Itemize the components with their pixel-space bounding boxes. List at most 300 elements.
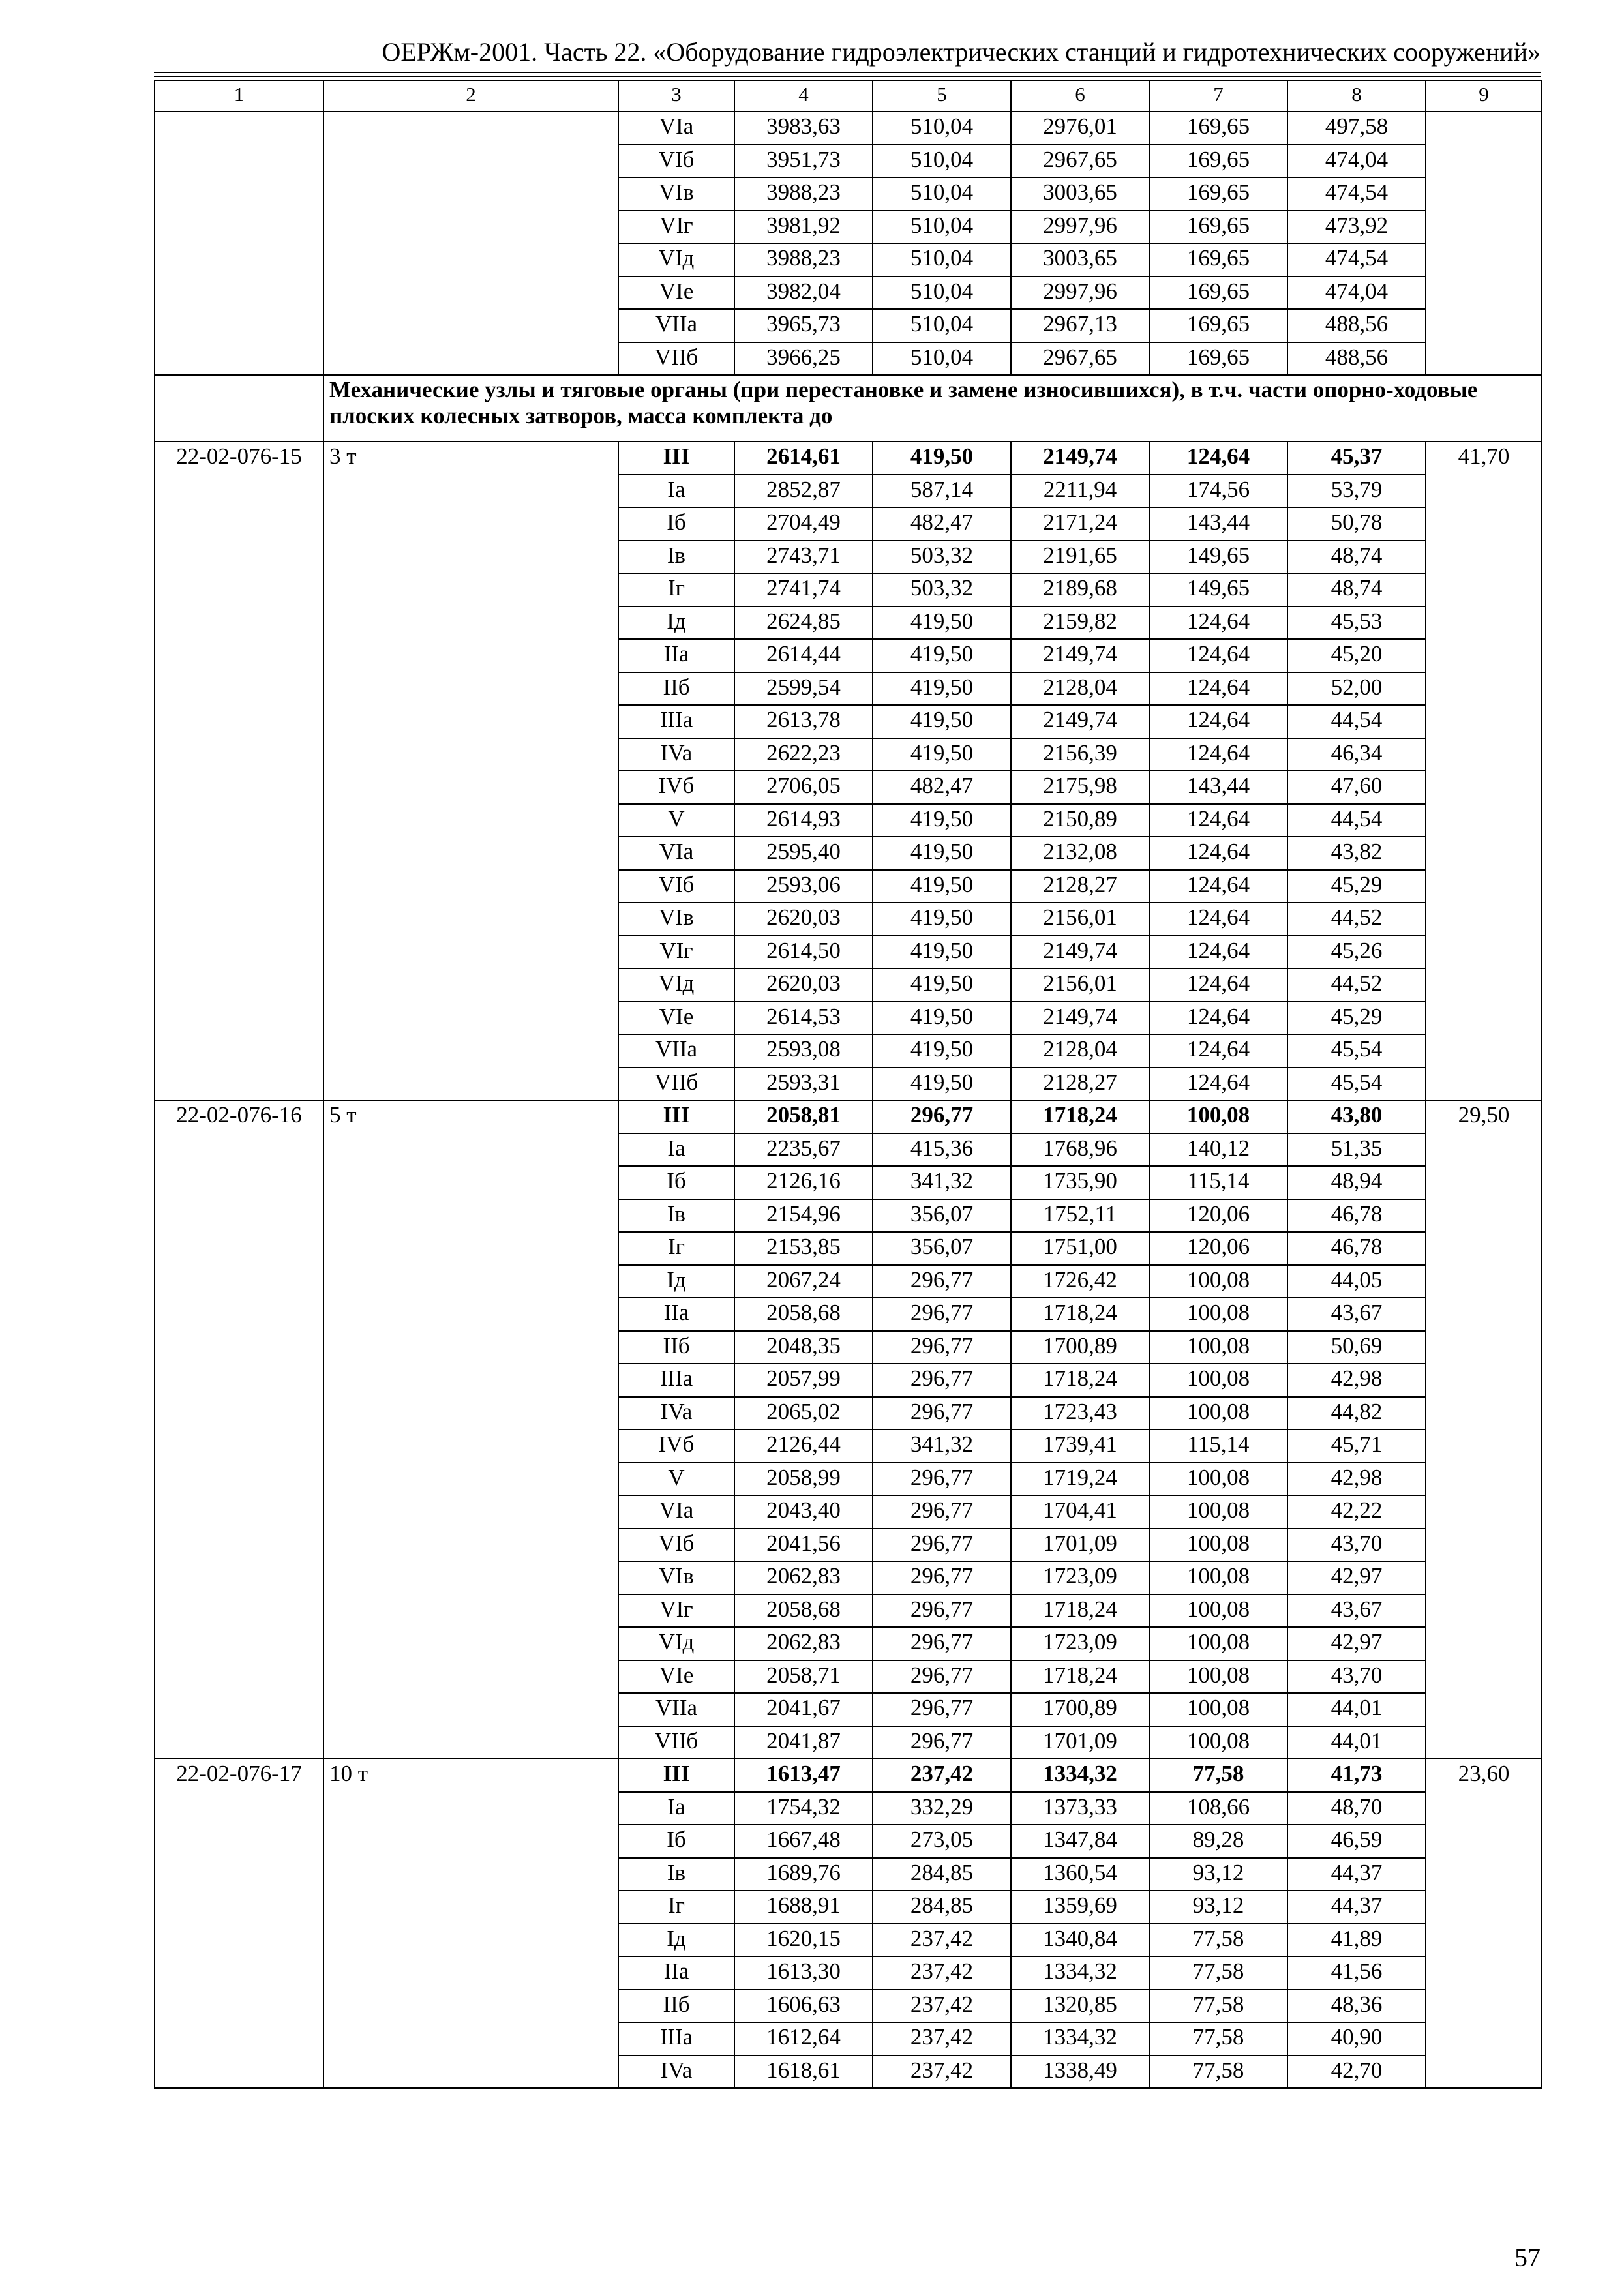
value-cell: 124,64	[1149, 903, 1287, 936]
variant-cell: VIa	[618, 1495, 734, 1529]
value-cell: 48,36	[1287, 1990, 1426, 2023]
value-cell: 1723,43	[1011, 1397, 1149, 1430]
value-cell: 2593,31	[734, 1068, 873, 1101]
variant-cell: VIд	[618, 243, 734, 277]
table-row	[155, 1759, 1542, 1792]
value-cell: 419,50	[873, 936, 1011, 969]
value-cell: 48,94	[1287, 1166, 1426, 1199]
value-cell: 124,64	[1149, 837, 1287, 870]
value-cell: 169,65	[1149, 177, 1287, 211]
value-cell: 48,74	[1287, 541, 1426, 574]
value-cell: 2704,49	[734, 507, 873, 541]
value-cell: 2743,71	[734, 541, 873, 574]
variant-cell: Iб	[618, 507, 734, 541]
value-cell: 108,66	[1149, 1792, 1287, 1825]
value-cell: 41,89	[1287, 1924, 1426, 1957]
value-cell: 169,65	[1149, 211, 1287, 244]
value-cell: 2175,98	[1011, 771, 1149, 804]
variant-cell: Iд	[618, 1265, 734, 1298]
value-cell: 419,50	[873, 968, 1011, 1002]
value-cell: 124,64	[1149, 1034, 1287, 1068]
value-cell: 42,22	[1287, 1495, 1426, 1529]
variant-cell: Iг	[618, 1232, 734, 1265]
value-cell: 77,58	[1149, 1956, 1287, 1990]
value-cell: 93,12	[1149, 1891, 1287, 1924]
value-cell: 237,42	[873, 2022, 1011, 2056]
table-row	[155, 441, 1542, 475]
value-cell: 296,77	[873, 1100, 1011, 1133]
value-cell: 2614,50	[734, 936, 873, 969]
value-cell: 40,90	[1287, 2022, 1426, 2056]
value-cell: 45,37	[1287, 441, 1426, 475]
value-cell: 419,50	[873, 1002, 1011, 1035]
variant-cell: IVб	[618, 1429, 734, 1463]
value-cell: 169,65	[1149, 342, 1287, 376]
value-cell: 3982,04	[734, 277, 873, 310]
value-cell: 169,65	[1149, 112, 1287, 145]
variant-cell: IVa	[618, 1397, 734, 1430]
value-cell: 419,50	[873, 705, 1011, 738]
col9-cell	[1426, 112, 1542, 375]
value-cell: 100,08	[1149, 1594, 1287, 1628]
value-cell: 356,07	[873, 1232, 1011, 1265]
value-cell: 2041,87	[734, 1726, 873, 1759]
value-cell: 419,50	[873, 639, 1011, 672]
variant-cell: IIб	[618, 672, 734, 706]
value-cell: 93,12	[1149, 1858, 1287, 1891]
value-cell: 2149,74	[1011, 705, 1149, 738]
value-cell: 510,04	[873, 211, 1011, 244]
variant-cell: IIIa	[618, 705, 734, 738]
value-cell: 1620,15	[734, 1924, 873, 1957]
value-cell: 296,77	[873, 1331, 1011, 1364]
value-cell: 1613,30	[734, 1956, 873, 1990]
value-cell: 2058,68	[734, 1594, 873, 1628]
variant-cell: VIд	[618, 1627, 734, 1660]
value-cell: 2149,74	[1011, 936, 1149, 969]
value-cell: 124,64	[1149, 672, 1287, 706]
value-cell: 124,64	[1149, 639, 1287, 672]
value-cell: 2128,04	[1011, 672, 1149, 706]
value-cell: 1726,42	[1011, 1265, 1149, 1298]
value-cell: 2620,03	[734, 968, 873, 1002]
value-cell: 296,77	[873, 1495, 1011, 1529]
column-number: 4	[734, 80, 873, 112]
value-cell: 2058,99	[734, 1463, 873, 1496]
value-cell: 120,06	[1149, 1199, 1287, 1233]
value-cell: 1612,64	[734, 2022, 873, 2056]
value-cell: 1723,09	[1011, 1561, 1149, 1594]
variant-cell: VIд	[618, 968, 734, 1002]
value-cell: 1752,11	[1011, 1199, 1149, 1233]
variant-cell: VIe	[618, 277, 734, 310]
value-cell: 587,14	[873, 475, 1011, 508]
variant-cell: VIIб	[618, 1726, 734, 1759]
value-cell: 2156,39	[1011, 738, 1149, 771]
value-cell: 1718,24	[1011, 1100, 1149, 1133]
mass-cell: 3 т	[323, 441, 618, 1100]
value-cell: 77,58	[1149, 2022, 1287, 2056]
value-cell: 1334,32	[1011, 1759, 1149, 1792]
value-cell: 51,35	[1287, 1133, 1426, 1167]
value-cell: 43,80	[1287, 1100, 1426, 1133]
value-cell: 2048,35	[734, 1331, 873, 1364]
value-cell: 1359,69	[1011, 1891, 1149, 1924]
value-cell: 2132,08	[1011, 837, 1149, 870]
variant-cell: Ia	[618, 1792, 734, 1825]
value-cell: 1719,24	[1011, 1463, 1149, 1496]
value-cell: 1701,09	[1011, 1726, 1149, 1759]
value-cell: 3966,25	[734, 342, 873, 376]
value-cell: 2599,54	[734, 672, 873, 706]
value-cell: 44,01	[1287, 1693, 1426, 1726]
value-cell: 497,58	[1287, 112, 1426, 145]
value-cell: 2149,74	[1011, 639, 1149, 672]
value-cell: 48,74	[1287, 573, 1426, 606]
variant-cell: III	[618, 441, 734, 475]
value-cell: 510,04	[873, 309, 1011, 342]
variant-cell: VIIa	[618, 1034, 734, 1068]
variant-cell: V	[618, 804, 734, 837]
value-cell: 43,67	[1287, 1594, 1426, 1628]
variant-cell: VIг	[618, 1594, 734, 1628]
value-cell: 2058,81	[734, 1100, 873, 1133]
value-cell: 44,05	[1287, 1265, 1426, 1298]
value-cell: 356,07	[873, 1199, 1011, 1233]
value-cell: 419,50	[873, 441, 1011, 475]
variant-cell: Ia	[618, 1133, 734, 1167]
variant-cell: VIв	[618, 903, 734, 936]
value-cell: 3981,92	[734, 211, 873, 244]
value-cell: 1340,84	[1011, 1924, 1149, 1957]
value-cell: 169,65	[1149, 145, 1287, 178]
value-cell: 2062,83	[734, 1627, 873, 1660]
value-cell: 3965,73	[734, 309, 873, 342]
value-cell: 419,50	[873, 606, 1011, 640]
value-cell: 419,50	[873, 837, 1011, 870]
value-cell: 2189,68	[1011, 573, 1149, 606]
value-cell: 45,26	[1287, 936, 1426, 969]
value-cell: 419,50	[873, 1068, 1011, 1101]
value-cell: 2126,44	[734, 1429, 873, 1463]
value-cell: 2067,24	[734, 1265, 873, 1298]
variant-cell: Iб	[618, 1825, 734, 1858]
value-cell: 503,32	[873, 573, 1011, 606]
variant-cell: III	[618, 1100, 734, 1133]
variant-cell: III	[618, 1759, 734, 1792]
value-cell: 48,70	[1287, 1792, 1426, 1825]
blank-cell	[155, 375, 323, 441]
value-cell: 237,42	[873, 1759, 1011, 1792]
code-cell	[155, 112, 323, 375]
variant-cell: Iг	[618, 573, 734, 606]
value-cell: 100,08	[1149, 1100, 1287, 1133]
value-cell: 115,14	[1149, 1429, 1287, 1463]
value-cell: 2065,02	[734, 1397, 873, 1430]
value-cell: 44,54	[1287, 705, 1426, 738]
value-cell: 124,64	[1149, 804, 1287, 837]
value-cell: 2128,04	[1011, 1034, 1149, 1068]
variant-cell: VIг	[618, 211, 734, 244]
value-cell: 41,73	[1287, 1759, 1426, 1792]
value-cell: 2997,96	[1011, 277, 1149, 310]
value-cell: 2614,53	[734, 1002, 873, 1035]
variant-cell: IIб	[618, 1331, 734, 1364]
value-cell: 77,58	[1149, 1924, 1287, 1957]
value-cell: 488,56	[1287, 309, 1426, 342]
value-cell: 45,71	[1287, 1429, 1426, 1463]
value-cell: 1334,32	[1011, 1956, 1149, 1990]
value-cell: 1735,90	[1011, 1166, 1149, 1199]
value-cell: 419,50	[873, 1034, 1011, 1068]
value-cell: 100,08	[1149, 1265, 1287, 1298]
value-cell: 1688,91	[734, 1891, 873, 1924]
value-cell: 100,08	[1149, 1364, 1287, 1397]
column-number-row	[155, 80, 1542, 112]
value-cell: 2128,27	[1011, 1068, 1149, 1101]
value-cell: 100,08	[1149, 1660, 1287, 1694]
value-cell: 2741,74	[734, 573, 873, 606]
variant-cell: Iв	[618, 541, 734, 574]
value-cell: 43,70	[1287, 1529, 1426, 1562]
value-cell: 510,04	[873, 177, 1011, 211]
value-cell: 2614,61	[734, 441, 873, 475]
value-cell: 1613,47	[734, 1759, 873, 1792]
value-cell: 2235,67	[734, 1133, 873, 1167]
variant-cell: VIe	[618, 1002, 734, 1035]
value-cell: 1606,63	[734, 1990, 873, 2023]
value-cell: 2126,16	[734, 1166, 873, 1199]
value-cell: 124,64	[1149, 870, 1287, 903]
value-cell: 44,52	[1287, 903, 1426, 936]
value-cell: 296,77	[873, 1561, 1011, 1594]
value-cell: 296,77	[873, 1298, 1011, 1331]
page-number: 57	[1514, 2243, 1541, 2272]
value-cell: 2614,44	[734, 639, 873, 672]
variant-cell: VIIa	[618, 309, 734, 342]
value-cell: 44,37	[1287, 1891, 1426, 1924]
value-cell: 124,64	[1149, 968, 1287, 1002]
value-cell: 41,56	[1287, 1956, 1426, 1990]
value-cell: 482,47	[873, 507, 1011, 541]
value-cell: 1373,33	[1011, 1792, 1149, 1825]
value-cell: 237,42	[873, 1924, 1011, 1957]
value-cell: 2041,67	[734, 1693, 873, 1726]
value-cell: 474,54	[1287, 177, 1426, 211]
value-cell: 77,58	[1149, 1759, 1287, 1792]
variant-cell: VIe	[618, 1660, 734, 1694]
value-cell: 1718,24	[1011, 1298, 1149, 1331]
value-cell: 52,00	[1287, 672, 1426, 706]
page-header: ОЕРЖм-2001. Часть 22. «Оборудование гидроэлектрических станций и гидротехнических сооружений»	[382, 37, 1541, 67]
value-cell: 50,69	[1287, 1331, 1426, 1364]
value-cell: 2058,68	[734, 1298, 873, 1331]
value-cell: 2620,03	[734, 903, 873, 936]
value-cell: 1751,00	[1011, 1232, 1149, 1265]
value-cell: 296,77	[873, 1660, 1011, 1694]
value-cell: 474,04	[1287, 277, 1426, 310]
value-cell: 2156,01	[1011, 903, 1149, 936]
value-cell: 45,20	[1287, 639, 1426, 672]
value-cell: 332,29	[873, 1792, 1011, 1825]
value-cell: 140,12	[1149, 1133, 1287, 1167]
variant-cell: IIб	[618, 1990, 734, 2023]
value-cell: 1718,24	[1011, 1364, 1149, 1397]
value-cell: 2614,93	[734, 804, 873, 837]
variant-cell: Ia	[618, 475, 734, 508]
value-cell: 2128,27	[1011, 870, 1149, 903]
variant-cell: VIa	[618, 837, 734, 870]
value-cell: 3951,73	[734, 145, 873, 178]
value-cell: 2997,96	[1011, 211, 1149, 244]
value-cell: 100,08	[1149, 1693, 1287, 1726]
value-cell: 149,65	[1149, 573, 1287, 606]
value-cell: 2852,87	[734, 475, 873, 508]
value-cell: 296,77	[873, 1265, 1011, 1298]
rates-table	[154, 80, 1542, 2089]
variant-cell: VIIб	[618, 342, 734, 376]
column-number: 2	[323, 80, 618, 112]
value-cell: 100,08	[1149, 1298, 1287, 1331]
value-cell: 42,70	[1287, 2056, 1426, 2089]
value-cell: 284,85	[873, 1858, 1011, 1891]
value-cell: 124,64	[1149, 936, 1287, 969]
value-cell: 115,14	[1149, 1166, 1287, 1199]
value-cell: 1700,89	[1011, 1693, 1149, 1726]
value-cell: 3003,65	[1011, 243, 1149, 277]
value-cell: 42,97	[1287, 1561, 1426, 1594]
section-title-row	[155, 375, 1542, 441]
value-cell: 169,65	[1149, 277, 1287, 310]
value-cell: 124,64	[1149, 705, 1287, 738]
value-cell: 296,77	[873, 1627, 1011, 1660]
value-cell: 169,65	[1149, 243, 1287, 277]
value-cell: 100,08	[1149, 1627, 1287, 1660]
value-cell: 341,32	[873, 1166, 1011, 1199]
value-cell: 45,29	[1287, 870, 1426, 903]
value-cell: 43,70	[1287, 1660, 1426, 1694]
value-cell: 100,08	[1149, 1397, 1287, 1430]
value-cell: 488,56	[1287, 342, 1426, 376]
value-cell: 44,01	[1287, 1726, 1426, 1759]
value-cell: 1689,76	[734, 1858, 873, 1891]
table-body	[155, 80, 1542, 2088]
value-cell: 124,64	[1149, 1002, 1287, 1035]
value-cell: 42,98	[1287, 1463, 1426, 1496]
value-cell: 44,52	[1287, 968, 1426, 1002]
value-cell: 474,04	[1287, 145, 1426, 178]
value-cell: 100,08	[1149, 1463, 1287, 1496]
value-cell: 1768,96	[1011, 1133, 1149, 1167]
column-number: 8	[1287, 80, 1426, 112]
value-cell: 296,77	[873, 1364, 1011, 1397]
variant-cell: V	[618, 1463, 734, 1496]
value-cell: 341,32	[873, 1429, 1011, 1463]
variant-cell: VIб	[618, 870, 734, 903]
header-rule	[154, 72, 1541, 73]
mass-cell: 5 т	[323, 1100, 618, 1759]
variant-cell: Iб	[618, 1166, 734, 1199]
column-number: 6	[1011, 80, 1149, 112]
header-rule-double	[154, 76, 1541, 77]
variant-cell: VIб	[618, 145, 734, 178]
value-cell: 237,42	[873, 1956, 1011, 1990]
value-cell: 45,29	[1287, 1002, 1426, 1035]
value-cell: 100,08	[1149, 1529, 1287, 1562]
value-cell: 510,04	[873, 145, 1011, 178]
value-cell: 1320,85	[1011, 1990, 1149, 2023]
value-cell: 2211,94	[1011, 475, 1149, 508]
table-row	[155, 112, 1542, 145]
table-row	[155, 1100, 1542, 1133]
value-cell: 473,92	[1287, 211, 1426, 244]
value-cell: 510,04	[873, 342, 1011, 376]
variant-cell: Iд	[618, 1924, 734, 1957]
code-cell: 22-02-076-17	[155, 1759, 323, 2088]
value-cell: 42,98	[1287, 1364, 1426, 1397]
value-cell: 46,59	[1287, 1825, 1426, 1858]
variant-cell: IVa	[618, 738, 734, 771]
variant-cell: Iг	[618, 1891, 734, 1924]
value-cell: 124,64	[1149, 1068, 1287, 1101]
value-cell: 2150,89	[1011, 804, 1149, 837]
variant-cell: IVб	[618, 771, 734, 804]
value-cell: 149,65	[1149, 541, 1287, 574]
col9-cell: 23,60	[1426, 1759, 1542, 2088]
value-cell: 1347,84	[1011, 1825, 1149, 1858]
value-cell: 296,77	[873, 1397, 1011, 1430]
value-cell: 120,06	[1149, 1232, 1287, 1265]
col9-cell: 29,50	[1426, 1100, 1542, 1759]
variant-cell: Iд	[618, 606, 734, 640]
value-cell: 45,53	[1287, 606, 1426, 640]
value-cell: 45,54	[1287, 1068, 1426, 1101]
value-cell: 46,78	[1287, 1232, 1426, 1265]
value-cell: 1723,09	[1011, 1627, 1149, 1660]
value-cell: 100,08	[1149, 1495, 1287, 1529]
value-cell: 2062,83	[734, 1561, 873, 1594]
value-cell: 2706,05	[734, 771, 873, 804]
value-cell: 46,34	[1287, 738, 1426, 771]
value-cell: 1338,49	[1011, 2056, 1149, 2089]
code-cell: 22-02-076-16	[155, 1100, 323, 1759]
value-cell: 3988,23	[734, 177, 873, 211]
value-cell: 474,54	[1287, 243, 1426, 277]
value-cell: 2057,99	[734, 1364, 873, 1397]
value-cell: 510,04	[873, 243, 1011, 277]
value-cell: 1701,09	[1011, 1529, 1149, 1562]
variant-cell: VIв	[618, 1561, 734, 1594]
value-cell: 1360,54	[1011, 1858, 1149, 1891]
col9-cell: 41,70	[1426, 441, 1542, 1100]
mass-cell: 10 т	[323, 1759, 618, 2088]
value-cell: 43,67	[1287, 1298, 1426, 1331]
variant-cell: VIв	[618, 177, 734, 211]
variant-cell: IIIa	[618, 1364, 734, 1397]
variant-cell: IVa	[618, 2056, 734, 2089]
value-cell: 1739,41	[1011, 1429, 1149, 1463]
code-cell: 22-02-076-15	[155, 441, 323, 1100]
value-cell: 44,37	[1287, 1858, 1426, 1891]
value-cell: 143,44	[1149, 771, 1287, 804]
column-number: 7	[1149, 80, 1287, 112]
value-cell: 2976,01	[1011, 112, 1149, 145]
value-cell: 2967,13	[1011, 309, 1149, 342]
value-cell: 1700,89	[1011, 1331, 1149, 1364]
column-number: 9	[1426, 80, 1542, 112]
variant-cell: VIa	[618, 112, 734, 145]
value-cell: 2058,71	[734, 1660, 873, 1694]
